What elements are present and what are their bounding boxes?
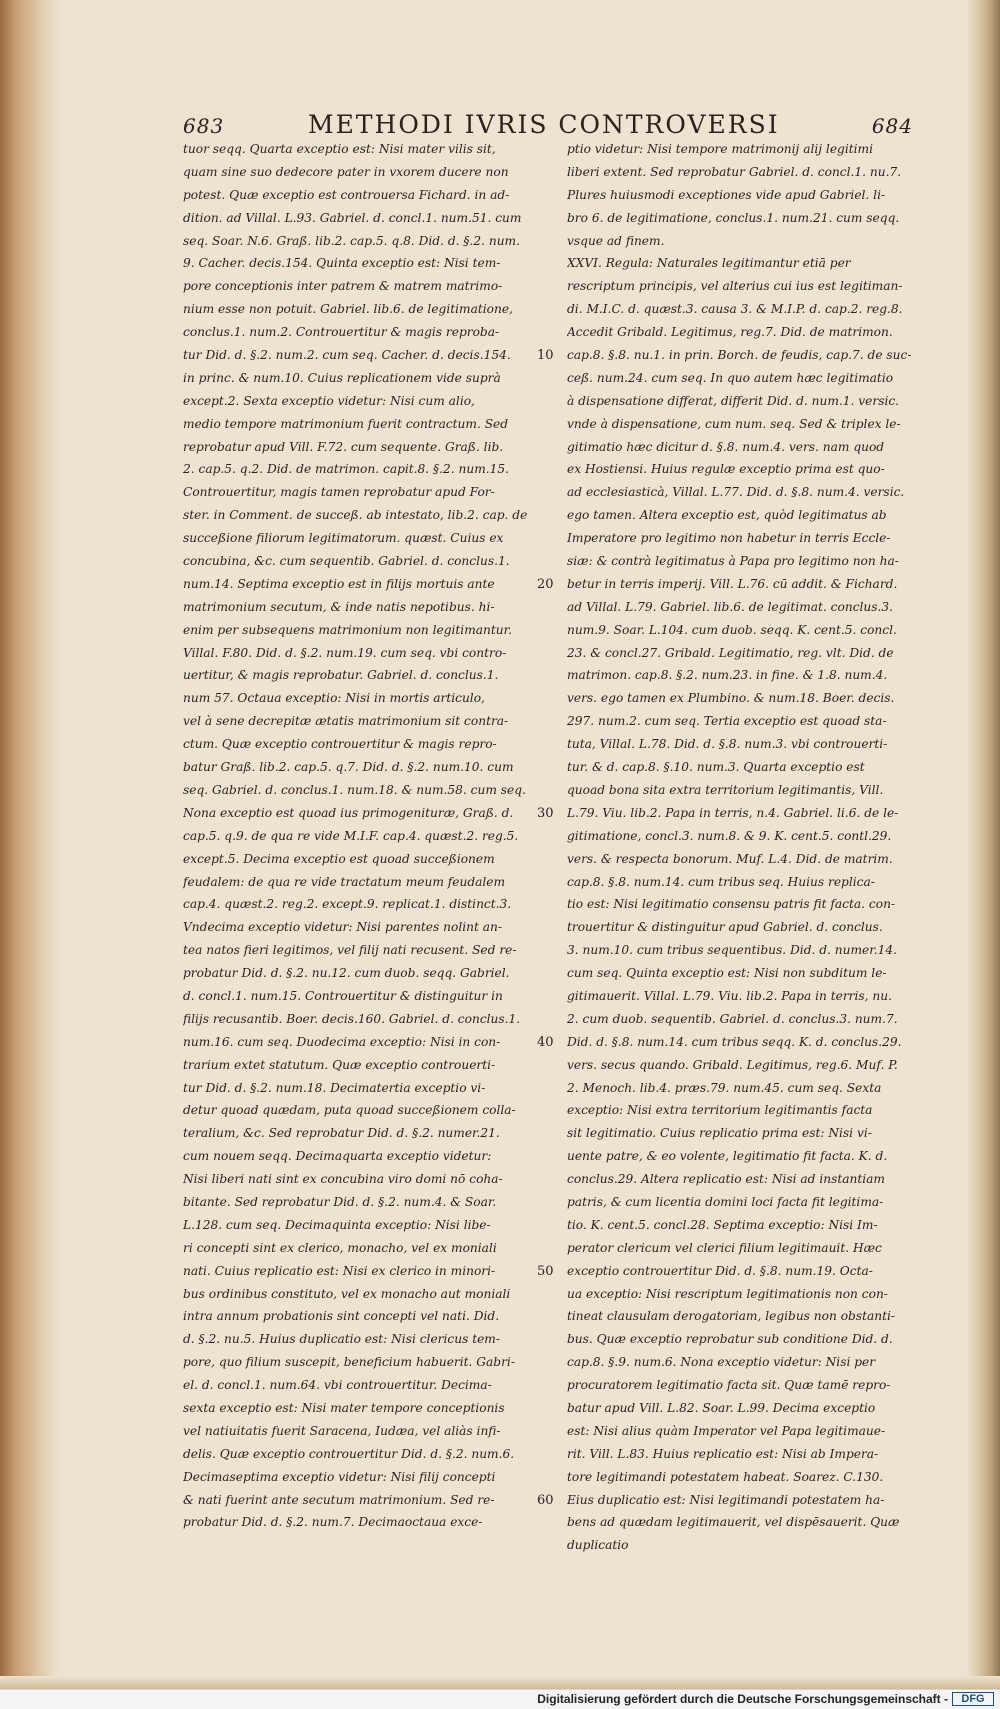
- text-line: Vndecima exceptio videtur: Nisi parentes nolint an-: [183, 920, 502, 935]
- text-line: Did. d. §.8. num.14. cum tribus seqq. K. d. conclus.29.: [567, 1034, 902, 1049]
- text-line: 297. num.2. cum seq. Tertia exceptio est quoad sta-: [567, 714, 887, 729]
- page-edge-right: [966, 0, 1000, 1690]
- text-line: succeßione filiorum legitimatorum. quæst. Cuius ex: [183, 531, 504, 546]
- page-number-left: 683: [183, 114, 225, 138]
- text-line: probatur Did. d. §.2. nu.12. cum duob. seqq. Gabriel.: [183, 966, 510, 981]
- text-line: ster. in Comment. de succeß. ab intestato, lib.2. cap. de: [183, 508, 528, 523]
- text-line: cum seq. Quinta exceptio est: Nisi non subditum le-: [567, 966, 887, 981]
- text-line: cap.8. §.9. num.6. Nona exceptio videtur: Nisi per: [567, 1355, 876, 1370]
- text-line: Accedit Gribald. Legitimus, reg.7. Did. de matrimon.: [567, 325, 893, 340]
- text-line: tineat clausulam derogatoriam, legibus non obstanti-: [567, 1309, 896, 1324]
- text-line: conclus.29. Altera replicatio est: Nisi ad instantiam: [567, 1172, 885, 1187]
- text-line: enim per subsequens matrimonium non legitimantur.: [183, 622, 512, 637]
- page-title: METHODI IVRIS CONTROVERSI: [308, 110, 780, 139]
- text-line: 2. cum duob. sequentib. Gabriel. d. conclus.3. num.7.: [567, 1011, 898, 1026]
- text-line: filijs recusantib. Boer. decis.160. Gabriel. d. conclus.1.: [183, 1011, 521, 1026]
- text-line: bus. Quæ exceptio reprobatur sub conditione Did. d.: [567, 1332, 893, 1347]
- text-line: & nati fuerint ante secutum matrimonium. Sed re-: [183, 1492, 495, 1507]
- text-line: tuta, Villal. L.78. Did. d. §.8. num.3. vbi controuerti-: [567, 737, 888, 752]
- text-line: except.5. Decima exceptio est quoad succeßionem: [183, 851, 495, 866]
- page-edge-bottom: [0, 1676, 1000, 1690]
- text-line: nati. Cuius replicatio est: Nisi ex clerico in minori-: [183, 1263, 496, 1278]
- text-line: ua exceptio: Nisi rescriptum legitimationis non con-: [567, 1286, 888, 1301]
- text-line: 3. num.10. cum tribus sequentibus. Did. d. numer.14.: [567, 943, 898, 958]
- text-line: el. d. concl.1. num.64. vbi controuertitur. Decima-: [183, 1378, 492, 1393]
- text-line: vel à sene decrepitæ ætatis matrimonium sit contra-: [183, 714, 509, 729]
- line-number-marker: 10: [537, 348, 554, 364]
- text-line: dition. ad Villal. L.93. Gabriel. d. concl.1. num.51. cum: [183, 210, 522, 225]
- text-line: vnde à dispensatione, cum num. seq. Sed & triplex le-: [567, 416, 901, 431]
- text-line: reprobatur apud Vill. F.72. cum sequente. Graß. lib.: [183, 439, 504, 454]
- text-line: Nisi liberi nati sint ex concubina viro domi nō coha-: [183, 1172, 503, 1187]
- text-line: tea natos fieri legitimos, vel filij nati recusent. Sed re-: [183, 943, 517, 958]
- text-line: ceß. num.24. cum seq. In quo autem hæc legitimatio: [567, 370, 894, 385]
- text-line: Imperatore pro legitimo non habetur in terris Eccle-: [567, 531, 891, 546]
- text-line: est: Nisi alius quàm Imperator vel Papa legitimaue-: [567, 1423, 886, 1438]
- text-line: teralium, &c. Sed reprobatur Did. d. §.2. numer.21.: [183, 1126, 500, 1141]
- line-number-marker: 20: [537, 577, 554, 593]
- text-line: vers. ego tamen ex Plumbino. & num.18. Boer. decis.: [567, 691, 895, 706]
- text-line: gitimatione, concl.3. num.8. & 9. K. cent.5. contl.29.: [567, 828, 892, 843]
- text-line: Eius duplicatio est: Nisi legitimandi potestatem ha-: [567, 1492, 885, 1507]
- line-number-marker: 50: [537, 1264, 554, 1280]
- text-line: num.16. cum seq. Duodecima exceptio: Nisi in con-: [183, 1034, 501, 1049]
- text-line: Plures huiusmodi exceptiones vide apud Gabriel. li-: [567, 187, 886, 202]
- text-line: ad Villal. L.79. Gabriel. lib.6. de legitimat. conclus.3.: [567, 599, 894, 614]
- text-line: sit legitimatio. Cuius replicatio prima est: Nisi vi-: [567, 1126, 872, 1141]
- text-line: betur in terris imperij. Vill. L.76. cū addit. & Fichard.: [567, 576, 898, 591]
- text-line: vers. & respecta bonorum. Muf. L.4. Did. de matrim.: [567, 851, 893, 866]
- text-line: perator clericum vel clerici filium legitimauit. Hæc: [567, 1240, 882, 1255]
- text-line: cap.8. §.8. num.14. cum tribus seq. Huius replica-: [567, 874, 875, 889]
- funding-notice: Digitalisierung gefördert durch die Deutsche Forschungsgemeinschaft -: [537, 1692, 948, 1706]
- text-line: tio est: Nisi legitimatio consensu patris fit facta. con-: [567, 897, 896, 912]
- text-line: siæ: & contrà legitimatus à Papa pro legitimo non ha-: [567, 554, 899, 569]
- text-line: 2. Menoch. lib.4. præs.79. num.45. cum seq. Sexta: [567, 1080, 882, 1095]
- text-line: procuratorem legitimatio facta sit. Quæ tamē repro-: [567, 1378, 891, 1393]
- text-line: probatur Did. d. §.2. num.7. Decimaoctaua exce-: [183, 1515, 483, 1530]
- text-line: sexta exceptio est: Nisi mater tempore conceptionis: [183, 1400, 505, 1415]
- text-line: 9. Cacher. decis.154. Quinta exceptio est: Nisi tem-: [183, 256, 501, 271]
- text-line: XXVI. Regula: Naturales legitimantur etiā per: [567, 256, 851, 271]
- page-edge-left: [0, 0, 60, 1690]
- text-column-right: [567, 138, 914, 1557]
- text-line: potest. Quæ exceptio est controuersa Fichard. in ad-: [183, 187, 510, 202]
- text-line: in princ. & num.10. Cuius replicationem vide suprà: [183, 370, 501, 385]
- text-line: ego tamen. Altera exceptio est, quòd legitimatus ab: [567, 508, 887, 523]
- line-number-marker: 30: [537, 806, 554, 822]
- text-line: seq. Gabriel. d. conclus.1. num.18. & num.58. cum seq.: [183, 782, 526, 797]
- text-line: tio. K. cent.5. concl.28. Septima exceptio: Nisi Im-: [567, 1217, 878, 1232]
- text-line: quoad bona sita extra territorium legitimantis, Vill.: [567, 782, 884, 797]
- text-line: conclus.1. num.2. Controuertitur & magis reproba-: [183, 325, 500, 340]
- text-line: ptio videtur: Nisi tempore matrimonij alij legitimi: [567, 142, 873, 156]
- text-line: concubina, &c. cum sequentib. Gabriel. d. conclus.1.: [183, 554, 510, 569]
- text-line: patris, & cum licentia domini loci facta fit legitima-: [567, 1194, 884, 1209]
- text-line: vsque ad finem.: [567, 233, 665, 248]
- text-line: rit. Vill. L.83. Huius replicatio est: Nisi ab Impera-: [567, 1446, 879, 1461]
- text-line: Controuertitur, magis tamen reprobatur apud For-: [183, 485, 495, 500]
- text-line: Nona exceptio est quoad ius primogenituræ, Graß. d.: [183, 805, 514, 820]
- text-line: nium esse non potuit. Gabriel. lib.6. de legitimatione,: [183, 302, 513, 317]
- text-line: di. M.I.C. d. quæst.3. causa 3. & M.I.P. d. cap.2. reg.8.: [567, 302, 903, 317]
- text-line: except.2. Sexta exceptio videtur: Nisi cum alio,: [183, 393, 475, 408]
- line-number-marker: 60: [537, 1493, 554, 1509]
- text-line: ri concepti sint ex clerico, monacho, vel ex moniali: [183, 1240, 497, 1255]
- text-line: cap.5. q.9. de qua re vide M.I.F. cap.4. quæst.2. reg.5.: [183, 828, 519, 843]
- text-line: uertitur, & magis reprobatur. Gabriel. d. conclus.1.: [183, 668, 499, 683]
- text-line: bitante. Sed reprobatur Did. d. §.2. num.4. & Soar.: [183, 1194, 497, 1209]
- text-line: duplicatio: [567, 1538, 629, 1553]
- text-line: Villal. F.80. Did. d. §.2. num.19. cum seq. vbi contro-: [183, 645, 507, 660]
- text-line: num 57. Octaua exceptio: Nisi in mortis articulo,: [183, 691, 485, 706]
- text-line: Decimaseptima exceptio videtur: Nisi filij concepti: [183, 1469, 496, 1484]
- text-line: exceptio: Nisi extra territorium legitimantis facta: [567, 1103, 873, 1118]
- text-line: bus ordinibus constituto, vel ex monacho aut moniali: [183, 1286, 511, 1301]
- text-line: batur apud Vill. L.82. Soar. L.99. Decima exceptio: [567, 1400, 876, 1415]
- text-line: d. concl.1. num.15. Controuertitur & distinguitur in: [183, 988, 503, 1003]
- text-line: liberi extent. Sed reprobatur Gabriel. d. concl.1. nu.7.: [567, 164, 902, 179]
- text-line: L.79. Viu. lib.2. Papa in terris, n.4. Gabriel. li.6. de le-: [567, 805, 899, 820]
- text-line: ctum. Quæ exceptio controuertitur & magis repro-: [183, 737, 497, 752]
- text-line: trarium extet statutum. Quæ exceptio controuerti-: [183, 1057, 496, 1072]
- text-line: ex Hostiensi. Huius regulæ exceptio prima est quo-: [567, 462, 885, 477]
- text-line: uente patre, & eo volente, legitimatio fit facta. K. d.: [567, 1149, 888, 1164]
- text-line: quam sine suo dedecore pater in vxorem ducere non: [183, 164, 509, 179]
- text-line: tur. & d. cap.8. §.10. num.3. Quarta exceptio est: [567, 760, 865, 775]
- digitization-footer: [0, 1689, 1000, 1709]
- page-number-right: 684: [871, 114, 913, 138]
- dfg-logo: DFG: [952, 1692, 994, 1706]
- text-line: feudalem: de qua re vide tractatum meum feudalem: [183, 874, 506, 889]
- line-number-marker: 40: [537, 1035, 554, 1051]
- text-line: matrimon. cap.8. §.2. num.23. in fine. & 1.8. num.4.: [567, 668, 888, 683]
- text-column-left: [183, 138, 530, 1534]
- text-line: medio tempore matrimonium fuerit contractum. Sed: [183, 416, 509, 431]
- text-line: rescriptum principis, vel alterius cui ius est legitiman-: [567, 279, 903, 294]
- text-line: cum nouem seqq. Decimaquarta exceptio videtur:: [183, 1149, 492, 1164]
- text-line: seq. Soar. N.6. Graß. lib.2. cap.5. q.8. Did. d. §.2. num.: [183, 233, 520, 248]
- text-line: tur Did. d. §.2. num.18. Decimatertia exceptio vi-: [183, 1080, 486, 1095]
- text-line: ad ecclesiasticà, Villal. L.77. Did. d. §.8. num.4. versic.: [567, 485, 905, 500]
- text-line: vers. secus quando. Gribald. Legitimus, reg.6. Muf. P.: [567, 1057, 898, 1072]
- text-line: tuor seqq. Quarta exceptio est: Nisi mater vilis sit,: [183, 142, 496, 156]
- text-line: detur quoad quædam, puta quoad succeßionem colla-: [183, 1103, 516, 1118]
- text-line: bro 6. de legitimatione, conclus.1. num.21. cum seqq.: [567, 210, 900, 225]
- text-line: cap.4. quæst.2. reg.2. except.9. replicat.1. distinct.3.: [183, 897, 512, 912]
- text-line: 23. & concl.27. Gribald. Legitimatio, reg. vlt. Did. de: [567, 645, 894, 660]
- text-line: num.14. Septima exceptio est in filijs mortuis ante: [183, 576, 495, 591]
- text-line: L.128. cum seq. Decimaquinta exceptio: Nisi libe-: [183, 1217, 491, 1232]
- text-line: intra annum probationis sint concepti vel nati. Did.: [183, 1309, 500, 1324]
- text-line: vel natiuitatis fuerit Saracena, Iudæa, vel aliàs infi-: [183, 1423, 501, 1438]
- text-line: gitimauerit. Villal. L.79. Viu. lib.2. Papa in terris, nu.: [567, 988, 892, 1003]
- text-line: exceptio controuertitur Did. d. §.8. num.19. Octa-: [567, 1263, 873, 1278]
- text-line: matrimonium secutum, & inde natis nepotibus. hi-: [183, 599, 495, 614]
- text-line: à dispensatione differat, differit Did. d. num.1. versic.: [567, 393, 900, 408]
- text-line: num.9. Soar. L.104. cum duob. seqq. K. cent.5. concl.: [567, 622, 897, 637]
- text-line: trouertitur & distinguitur apud Gabriel. d. conclus.: [567, 920, 883, 935]
- text-line: delis. Quæ exceptio controuertitur Did. d. §.2. num.6.: [183, 1446, 515, 1461]
- text-line: pore, quo filium suscepit, beneficium habuerit. Gabri-: [183, 1355, 515, 1370]
- text-line: 2. cap.5. q.2. Did. de matrimon. capit.8. §.2. num.15.: [183, 462, 510, 477]
- text-line: cap.8. §.8. nu.1. in prin. Borch. de feudis, cap.7. de suc-: [567, 348, 912, 363]
- text-line: tore legitimandi potestatem habeat. Soarez. C.130.: [567, 1469, 884, 1484]
- text-line: pore conceptionis inter patrem & matrem matrimo-: [183, 279, 503, 294]
- text-line: gitimatio hæc dicitur d. §.8. num.4. vers. nam quod: [567, 439, 885, 454]
- text-line: bens ad quædam legitimauerit, vel dispēsauerit. Quæ: [567, 1515, 900, 1530]
- text-line: tur Did. d. §.2. num.2. cum seq. Cacher. d. decis.154.: [183, 348, 511, 363]
- text-line: batur Graß. lib.2. cap.5. q.7. Did. d. §.2. num.10. cum: [183, 760, 514, 775]
- text-line: d. §.2. nu.5. Huius duplicatio est: Nisi clericus tem-: [183, 1332, 500, 1347]
